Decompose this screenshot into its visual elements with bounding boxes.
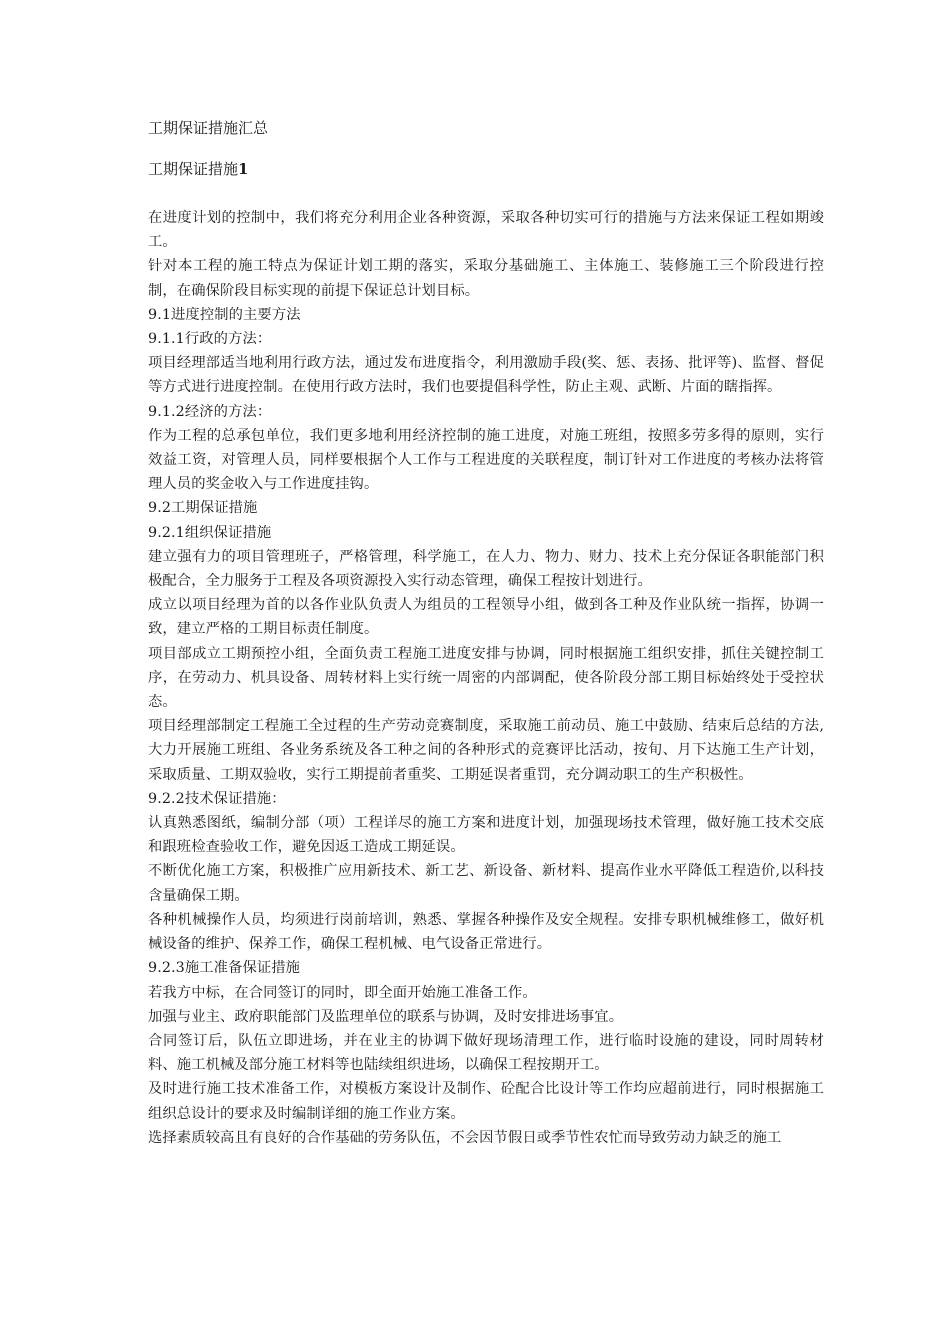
paragraph: 认真熟悉图纸，编制分部（项）工程详尽的施工方案和进度计划，加强现场技术管理，做好施工技术交底和跟班检查验收工作，避免因返工造成工期延误。 (148, 815, 824, 856)
section-number: 1 (238, 160, 249, 178)
paragraph: 在进度计划的控制中，我们将充分利用企业各种资源，采取各种切实可行的措施与方法来保证工程如期竣工。 (148, 210, 824, 251)
section-title-text: 工期保证措施 (148, 160, 239, 178)
paragraph: 作为工程的总承包单位，我们更多地利用经济控制的施工进度，对施工班组，按照多劳多得的原则，实行效益工资，对管理人员，同样要根据个人工作与工程进度的关联程度，制订针对工作进度的考核办法将管理人员的奖金收入与工作进度挂钩。 (148, 427, 824, 493)
document-title: 工期保证措施汇总 (148, 119, 269, 137)
paragraph: 若我方中标，在合同签订的同时，即全面开始施工准备工作。 (148, 984, 537, 1001)
subheading: 9.2.2技术保证措施： (148, 790, 286, 807)
subheading: 9.1.2经济的方法： (148, 403, 272, 420)
paragraph: 成立以项目经理为首的以各作业队负责人为组员的工程领导小组，做到各工种及作业队统一指挥，协调一致，建立严格的工期目标责任制度。 (148, 597, 824, 638)
paragraph: 不断优化施工方案，积极推广应用新技术、新工艺、新设备、新材料、提高作业水平降低工程造价,以科技含量确保工期。 (148, 863, 824, 904)
subheading: 9.2工期保证措施 (148, 500, 258, 517)
paragraph: 合同签订后，队伍立即进场，并在业主的协调下做好现场清理工作，进行临时设施的建设，同时周转材料、施工机械及部分施工材料等也陆续组织进场，以确保工程按期开工。 (148, 1032, 824, 1074)
paragraph: 项目经理部适当地利用行政方法，通过发布进度指令，利用激励手段(奖、惩、表扬、批评等)、监督、督促等方式进行进度控制。在使用行政方法时，我们也要提倡科学性，防止主观、武断、片面的瞎指挥。 (148, 355, 824, 396)
section-title (148, 159, 248, 179)
subheading: 9.2.3施工准备保证措施 (148, 960, 301, 977)
paragraph: 针对本工程的施工特点为保证计划工期的落实，采取分基础施工、主体施工、装修施工三个阶段进行控制，在确保阶段目标实现的前提下保证总计划目标。 (148, 258, 824, 299)
paragraph: 项目部成立工期预控小组，全面负责工程施工进度安排与协调，同时根据施工组织安排，抓住关键控制工序，在劳动力、机具设备、周转材料上实行统一周密的内部调配，使各阶段分部工期目标始终处于受控状态。 (148, 645, 824, 711)
paragraph: 加强与业主、政府职能部门及监理单位的联系与协调，及时安排进场事宜。 (148, 1008, 624, 1025)
subheading: 9.1进度控制的主要方法 (148, 306, 301, 323)
paragraph: 各种机械操作人员，均须进行岗前培训，熟悉、掌握各种操作及安全规程。安排专职机械维修工，做好机械设备的维护、保养工作，确保工程机械、电气设备正常进行。 (148, 911, 824, 953)
subheading: 9.2.1组织保证措施 (148, 524, 272, 541)
paragraph: 建立强有力的项目管理班子，严格管理，科学施工，在人力、物力、财力、技术上充分保证各职能部门积极配合，全力服务于工程及各项资源投入实行动态管理，确保工程按计划进行。 (148, 548, 824, 590)
document-body (148, 206, 824, 1150)
paragraph: 选择素质较高且有良好的合作基础的劳务队伍，不会因节假日或季节性农忙而导致劳动力缺乏的施工 (148, 1129, 782, 1146)
subheading: 9.1.1行政的方法： (148, 331, 272, 348)
paragraph: 项目经理部制定工程施工全过程的生产劳动竞赛制度，采取施工前动员、施工中鼓励、结束后总结的方法,大力开展施工班组、各业务系统及各工种之间的各种形式的竞赛评比活动，按旬、月下达施工生产计划，采取质量、工期双验收，实行工期提前者重奖、工期延误者重罚，充分调动职工的生产积极性。 (148, 718, 824, 783)
paragraph: 及时进行施工技术准备工作，对模板方案设计及制作、砼配合比设计等工作均应超前进行，同时根据施工组织总设计的要求及时编制详细的施工作业方案。 (148, 1081, 824, 1122)
